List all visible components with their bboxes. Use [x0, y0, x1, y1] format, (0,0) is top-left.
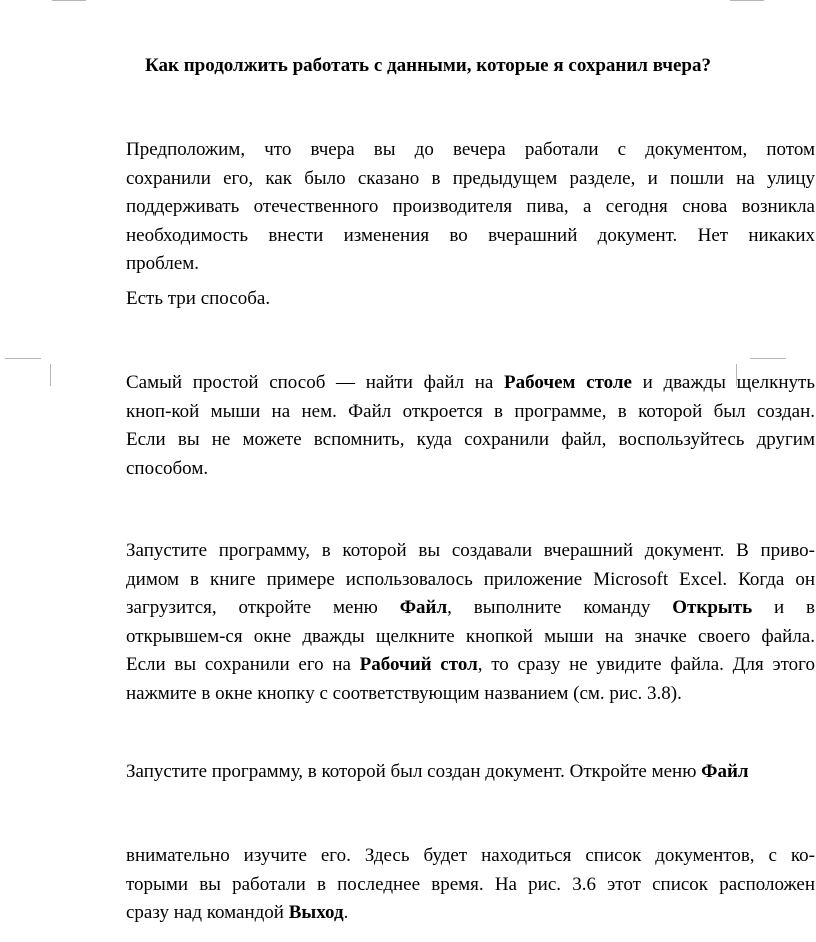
text-line: димом в книге примере использовалось приложение Microsoft Excel. Когда он — [126, 568, 815, 590]
text-line: торыми вы работали в последнее время. На рис. 3.6 этот список расположен — [126, 873, 815, 895]
text-line — [126, 899, 815, 928]
text-run: и в — [752, 597, 815, 619]
page-break-mark — [750, 358, 786, 359]
page-break-mark — [5, 358, 41, 359]
page-corner-mark — [52, 0, 86, 1]
bold-term: Рабочем столе — [504, 372, 632, 393]
text-run: Если вы сохранили его на — [126, 654, 360, 676]
bold-term: Выход — [288, 902, 344, 924]
document-title: Как продолжить работать с данными, которые я сохранил вчера? — [145, 55, 711, 76]
text-run: Самый простой способ — найти файл на — [126, 372, 504, 393]
bold-term: Открыть — [672, 597, 753, 619]
bold-term: Рабочий стол — [359, 654, 478, 676]
text-run: сразу над командой — [126, 902, 289, 924]
text-line: необходимость внести изменения во вчерашний документ. Нет никаких — [126, 224, 815, 246]
text-line: Предположим, что вчера вы до вечера работали с документом, потом — [126, 139, 815, 160]
text-line: поддерживать отечественного производителя пива, а сегодня снова возникла — [126, 196, 815, 218]
paragraph-three-ways — [126, 285, 815, 314]
text-line — [126, 651, 815, 680]
text-line: сохранили его, как было сказано в предыдущем разделе, и пошли на улицу — [126, 167, 815, 189]
text-run: . — [343, 902, 349, 924]
text-run: Запустите программу, в которой был создан документ. Откройте меню — [126, 761, 702, 782]
text-line: кноп-кой мыши на нем. Файл откроется в программе, в которой был создан. — [126, 400, 815, 422]
text-line: Есть три способа. — [126, 288, 271, 309]
text-run: и дважды щелкнуть — [632, 372, 815, 393]
text-line: проблем. — [126, 253, 200, 275]
bold-term: Файл — [399, 597, 448, 619]
text-run: , выполните команду — [447, 597, 673, 619]
page-corner-mark — [730, 0, 764, 1]
text-run: , то сразу не увидите файла. Для этого — [477, 654, 815, 676]
text-line: открывшем-ся окне дважды щелкните кнопкой мыши на значке своего файла. — [126, 625, 815, 647]
text-line: внимательно изучите его. Здесь будет находиться список документов, с ко- — [126, 845, 815, 866]
text-line: способом. — [126, 457, 209, 479]
text-line: Запустите программу, в которой вы создавали вчерашний документ. В приво- — [126, 540, 815, 561]
text-line — [126, 369, 815, 398]
paragraph-method-recent — [126, 758, 815, 787]
text-run: загрузится, откройте меню — [126, 597, 400, 619]
paragraph-method-open — [126, 537, 815, 709]
paragraph-intro — [126, 136, 815, 279]
bold-term: Файл — [701, 761, 749, 782]
text-line — [126, 758, 815, 787]
text-line: Если вы не можете вспомнить, куда сохранили файл, воспользуйтесь другим — [126, 429, 815, 451]
text-line: нажмите в окне кнопку с соответствующим названием (см. рис. 3.8). — [126, 682, 682, 704]
page-break-mark — [50, 364, 51, 386]
text-line — [126, 594, 815, 623]
paragraph-method-desktop — [126, 369, 815, 483]
paragraph-recent-list — [126, 842, 815, 928]
